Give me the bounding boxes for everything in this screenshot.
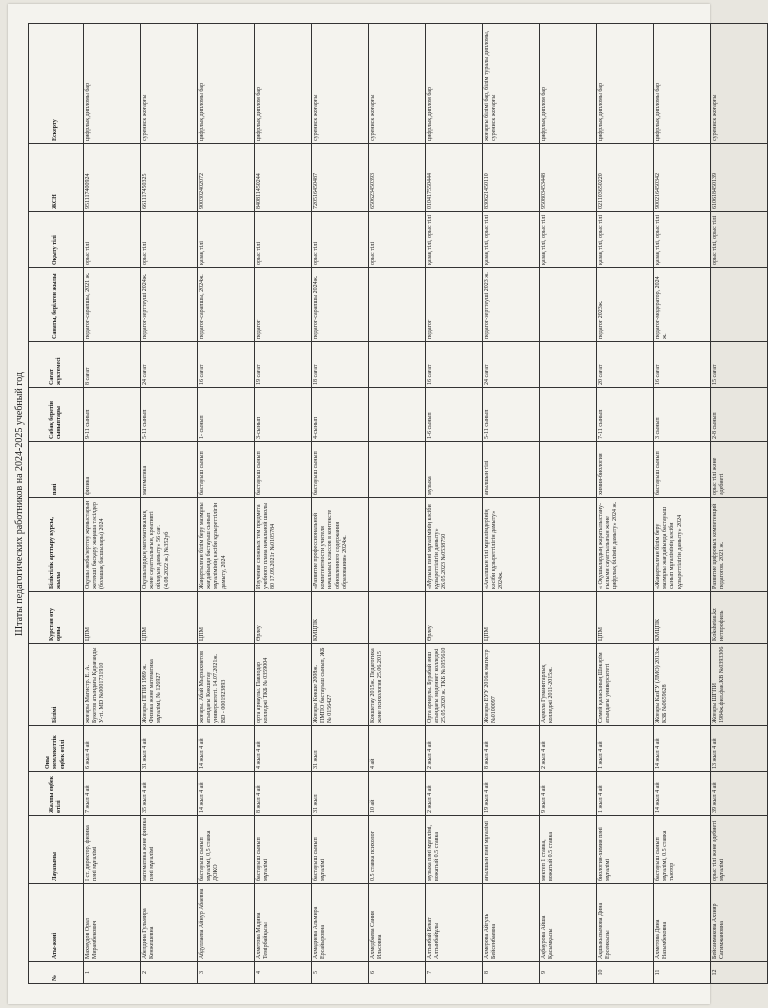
column-header: № — [29, 962, 84, 984]
grades-cell: 9-11 сынып — [84, 388, 141, 442]
staff-position-cell: математика және физика пәні мұғалімі — [141, 816, 198, 884]
row-number-cell: 9 — [540, 962, 597, 984]
row-number-cell: 12 — [711, 962, 768, 984]
note-cell: цифрлық диплом бар — [540, 24, 597, 144]
qualification-course-cell — [369, 498, 426, 592]
qualification-course-cell: «Музыка пәні мұғалімінің кәсіби құзыреттілігін дамыту» 26.05.2023 №0538750 — [426, 498, 483, 592]
row-number-cell: 1 — [84, 962, 141, 984]
total-experience-cell: 14 жыл 4 ай — [654, 772, 711, 816]
teaching-language-cell: орыс тілі — [255, 212, 312, 268]
row-number-cell: 4 — [255, 962, 312, 984]
staff-position-cell: бастауыш сынып мұғалімі — [255, 816, 312, 884]
grades-cell: 1-6 сынып — [426, 388, 483, 442]
row-number-cell: 11 — [654, 962, 711, 984]
teaching-language-cell: орыс тілі — [84, 212, 141, 268]
total-experience-cell: 9 жыл 4 ай — [540, 772, 597, 816]
table-row — [711, 24, 768, 984]
staff-name-cell: Ахмедбаева Сания Ильсовна — [369, 884, 426, 962]
grades-cell: 4-сынып — [312, 388, 369, 442]
table-row — [654, 24, 711, 984]
hours-cell: 18 сағат — [312, 342, 369, 388]
grades-cell: 5-11 сынып — [141, 388, 198, 442]
document-page — [8, 4, 726, 1004]
note-cell: цифрлық дипломы бар — [597, 24, 654, 144]
qualification-course-cell: «Развитие профессиональной компетентности учителя начальных классов в контексте обновленного содержания образования» 2024ж. — [312, 498, 369, 592]
staff-name-cell: Абдуллаева Айнур Абаевна — [198, 884, 255, 962]
staff-name-cell: Ахметова Дина Назымбековна — [654, 884, 711, 962]
table-row — [84, 24, 141, 984]
qualification-course-cell: Жаңартылған білім беру мазмұны жағдайында бастауыш сынып мұғалімінің кәсіби құзыреттілігін дамыту, 2024 — [198, 498, 255, 592]
total-experience-cell: 39 жыл 4 ай — [711, 772, 768, 816]
column-header: Біліктілік арттыру курсы, жылы — [29, 498, 84, 592]
teaching-language-cell: қазақ тілі, орыс тілі — [654, 212, 711, 268]
iin-cell: 010417550444 — [426, 144, 483, 212]
course-place-cell: ЦПМ — [141, 592, 198, 644]
total-experience-cell: 1 жыл 4 ай — [597, 772, 654, 816]
subject-cell: бастауыш сынып — [255, 442, 312, 498]
staff-name-cell: Абелдина Гульмира Кенжешевна — [141, 884, 198, 962]
category-cell: педагог-сарапшы, 2021 ж. — [84, 268, 141, 342]
qualification-course-cell: «Жаңартылған білім беру мазмұны жағдайында бастауыш сынып мұғалімінің кәсіби құзыреттілігін дамыту» 2024 — [654, 498, 711, 592]
staff-name-cell: Ахметова Мадина Темірбайқызы — [255, 884, 312, 962]
rotated-page-content — [8, 4, 726, 1004]
state-experience-cell: 2 жыл 4 ай — [540, 726, 597, 772]
grades-cell: 3 сынып — [654, 388, 711, 442]
teaching-language-cell: қазақ тілі, орыс тілі — [540, 212, 597, 268]
note-cell: сурениск жоғарғы — [369, 24, 426, 144]
course-place-cell: ЦПМ — [198, 592, 255, 644]
subject-cell: бастауыш сынып — [198, 442, 255, 498]
staff-name-cell: Ахмерова Айгуль Бейсенбаевна — [483, 884, 540, 962]
qualification-course-cell: Оқушылардың математикалық және сауаттылығын, креативті ойлауын дамыту» 56 сағ. (4.08.2022 ж.) №352уб — [141, 498, 198, 592]
hours-cell: 16 сағат — [426, 342, 483, 388]
staff-name-cell: Бейсанмакова Ахзияр Сагимжановна — [711, 884, 768, 962]
course-place-cell: ЦПМ — [597, 592, 654, 644]
course-place-cell: Өрлеу — [255, 592, 312, 644]
staff-position-cell: 0.5 ставка психолог — [369, 816, 426, 884]
note-cell: цифрлық дипломы бар — [654, 24, 711, 144]
qualification-course-cell: Развитие цифровых компетенций педагогов. 2021 ж. — [711, 498, 768, 592]
category-cell: педагог 2023ж. — [597, 268, 654, 342]
education-cell: Жоғары Көкше 2008ж. ПМПО бастауыш сынып, ЖБ № 0156427 — [312, 644, 369, 726]
staff-position-cell: бастауыш сынып мұғалімі — [312, 816, 369, 884]
state-experience-cell: 14 жыл 4 ай — [198, 726, 255, 772]
note-cell: цифрлық дипломы бар — [84, 24, 141, 144]
column-header: Оқыту тілі — [29, 212, 84, 268]
state-experience-cell: 31 жыл 4 ай — [141, 726, 198, 772]
teaching-language-cell: орыс тілі — [141, 212, 198, 268]
table-row — [369, 24, 426, 984]
staff-position-cell: бастауыш сынып мұғалімі, 0,5 ставка ДОКО — [198, 816, 255, 884]
category-cell — [711, 268, 768, 342]
education-cell: жоғары Магистр. Е. А. Букетов атындағы Қарағанды У-ті. МD №0001731910 — [84, 644, 141, 726]
teaching-language-cell: орыс тілі, орыс тілі — [711, 212, 768, 268]
note-cell: сурениск жоғарғы — [141, 24, 198, 144]
note-cell: сурениск жоғарғы — [711, 24, 768, 144]
category-cell — [369, 268, 426, 342]
grades-cell: 3-сынып — [255, 388, 312, 442]
grades-cell — [369, 388, 426, 442]
qualification-course-cell: Изучение сложных тем предмета учебного плана начальной школы 80 17.09.2021г №0105784 — [255, 498, 312, 592]
subject-cell: бастауыш сынып — [312, 442, 369, 498]
education-cell: Кокшетау 2015ж. Педагогика және психология 25.06.2015 — [369, 644, 426, 726]
total-experience-cell: 2 жыл 4 ай — [426, 772, 483, 816]
teaching-language-cell: қазақ тілі — [198, 212, 255, 268]
note-cell: сурениск жоғарғы — [312, 24, 369, 144]
total-experience-cell: 14 жыл 4 ай — [198, 772, 255, 816]
note-cell: цифрлық дипломы бар — [198, 24, 255, 144]
grades-cell: 5-11 сынып — [483, 388, 540, 442]
state-experience-cell: 14 жыл 4 ай — [654, 726, 711, 772]
total-experience-cell: 19 жыл 4 ай — [483, 772, 540, 816]
column-header: Лауазымы — [29, 816, 84, 884]
state-experience-cell: 2 жыл 4 ай — [426, 726, 483, 772]
grades-cell — [540, 388, 597, 442]
subject-cell: бастауыш сынып — [654, 442, 711, 498]
iin-cell: 900302402072 — [198, 144, 255, 212]
category-cell: педагог-сарапшы, 2024ж. — [198, 268, 255, 342]
column-header: Сағат жүктемесі — [29, 342, 84, 388]
course-place-cell: ЦПМ — [483, 592, 540, 644]
hours-cell: 24 сағат — [141, 342, 198, 388]
teaching-language-cell: қазақ тілі, орыс тілі — [426, 212, 483, 268]
staff-position-cell: бастауыш сынып мұғалімі, 0.5 ставка тьютор — [654, 816, 711, 884]
table-row — [198, 24, 255, 984]
table-row — [312, 24, 369, 984]
row-number-cell: 7 — [426, 962, 483, 984]
iin-cell: 950803453448 — [540, 144, 597, 212]
column-header: Курстан өту орны — [29, 592, 84, 644]
education-cell: Ақмола Гуманитарлық колледжі 2011-2015ж. — [540, 644, 597, 726]
row-number-cell: 6 — [369, 962, 426, 984]
subject-cell: математика — [141, 442, 198, 498]
table-header — [29, 24, 84, 984]
staff-position-cell: ағылшын пәні мұғалімі — [483, 816, 540, 884]
column-header: Оны мемлекеттік еңбек өтілі — [29, 726, 84, 772]
total-experience-cell: 7 жыл 4 ай — [84, 772, 141, 816]
iin-cell: 610618450139 — [711, 144, 768, 212]
state-experience-cell: 8 жыл 4 ай — [483, 726, 540, 772]
row-number-cell: 2 — [141, 962, 198, 984]
state-experience-cell: 13 жыл 4 ай — [711, 726, 768, 772]
note-cell: жоғарғы білімі бар, білім туралы дипломы, сурениск жоғарғы — [483, 24, 540, 144]
iin-cell: 021103650220 — [597, 144, 654, 212]
staff-position-cell: биология-химия пәні мұғалімі — [597, 816, 654, 884]
iin-cell: 840811450244 — [255, 144, 312, 212]
state-experience-cell: 4 жыл 4 ай — [255, 726, 312, 772]
column-header: Ескерту — [29, 24, 84, 144]
iin-cell: 661117450325 — [141, 144, 198, 212]
column-header: пәні — [29, 442, 84, 498]
category-cell: педагог-зерттеуші 2023 ж. — [483, 268, 540, 342]
education-cell: жоғары. Абай Мырзахметов атындағы Көкшетау университеті. 14.07.2021ж. BD - 0001923893 — [198, 644, 255, 726]
course-place-cell: Kokshetau.kz нетпрофиль — [711, 592, 768, 644]
education-cell: Жоғары ЕУУ 2016ж магистр №0100097 — [483, 644, 540, 726]
iin-cell: 900216450342 — [654, 144, 711, 212]
column-header: Сабақ беретін сыныптары — [29, 388, 84, 442]
category-cell: педагог-зерттеуші 2024ж. — [141, 268, 198, 342]
total-experience-cell: 35 жыл 4 ай — [141, 772, 198, 816]
state-experience-cell: 6 жыл 4 ай — [84, 726, 141, 772]
education-cell: Семей қаласының Шәкәрім атындағы университеті — [597, 644, 654, 726]
staff-name-cell: Ахмадиева Альмира Ерсайыровна — [312, 884, 369, 962]
subject-cell: орыс тілі және әдебиеті — [711, 442, 768, 498]
teaching-language-cell: қазақ тілі, орыс тілі — [597, 212, 654, 268]
course-place-cell: КМЦПК — [654, 592, 711, 644]
grades-cell: 7-11 сынып — [597, 388, 654, 442]
staff-position-cell: I ст. директор, физика пәні мұғалімі — [84, 816, 141, 884]
row-number-cell: 8 — [483, 962, 540, 984]
category-cell: педагог — [426, 268, 483, 342]
category-cell: педагог-модератор, 2024 ж. — [654, 268, 711, 342]
hours-cell — [540, 342, 597, 388]
education-cell: Жоғары ШГПИ 1984ж.фил.фак.КВ №0393306 — [711, 644, 768, 726]
hours-cell: 8 сағат — [84, 342, 141, 388]
staff-position-cell: музыка пәні мұғалімі, вожатый 0.5 ставка — [426, 816, 483, 884]
teaching-language-cell: қазақ тілі, орыс тілі — [483, 212, 540, 268]
qualification-course-cell: Оқушы жоба/зерттеу жұмыстарын жетекші басқару жаңаша тәсілдер (болашақ басшылары) 2024 — [84, 498, 141, 592]
hours-cell — [369, 342, 426, 388]
iin-cell: 720516450487 — [312, 144, 369, 212]
category-cell: педагог — [255, 268, 312, 342]
table-row — [426, 24, 483, 984]
education-cell: Жоғары ПГПИ 1989 ж. Физика және математика мұғалімі, № 126927 — [141, 644, 198, 726]
grades-cell: 1- сынып — [198, 388, 255, 442]
subject-cell: физика — [84, 442, 141, 498]
staff-table — [28, 23, 768, 984]
staff-name-cell: Алтынбай Бекат Алтынбайұлы — [426, 884, 483, 962]
subject-cell: музыка — [426, 442, 483, 498]
hours-cell: 16 сағат — [198, 342, 255, 388]
hours-cell: 20 сағат — [597, 342, 654, 388]
note-cell: цифрлық диплом бар — [255, 24, 312, 144]
course-place-cell: ЦПМ — [84, 592, 141, 644]
course-place-cell: Өрлеу — [426, 592, 483, 644]
staff-position-cell: орыс тілі және әдебиеті мұғалімі — [711, 816, 768, 884]
education-cell: орта арнаулы. Павлодар колледжі ТКБ № 0359004 — [255, 644, 312, 726]
category-cell — [540, 268, 597, 342]
education-cell: Орта арнаулы. Бурабай әнш атындағы мәдениет колледжі 25.05.2020 ж. TKБ №1055610 — [426, 644, 483, 726]
qualification-course-cell — [540, 498, 597, 592]
state-experience-cell: 1 жыл 4 ай — [597, 726, 654, 772]
teaching-language-cell: орыс тілі — [369, 212, 426, 268]
teaching-language-cell: орыс тілі — [312, 212, 369, 268]
staff-name-cell: Махмудов Орал Мирамбекович — [84, 884, 141, 962]
staff-position-cell: мектеп 1 ставка, вожатый 0.5 ставка — [540, 816, 597, 884]
staff-name-cell: Ақбаурова Айша Қасымқызы — [540, 884, 597, 962]
column-header: Білімі — [29, 644, 84, 726]
course-place-cell — [369, 592, 426, 644]
note-cell: цифрлық диплом бар — [426, 24, 483, 144]
course-place-cell — [540, 592, 597, 644]
column-header: Санаты, берілген жылы — [29, 268, 84, 342]
table-row — [483, 24, 540, 984]
state-experience-cell: 4 ай — [369, 726, 426, 772]
table-row — [141, 24, 198, 984]
column-header: Жалпы еңбек өтілі — [29, 772, 84, 816]
hours-cell: 24 сағат — [483, 342, 540, 388]
table-row — [540, 24, 597, 984]
staff-name-cell: Ақшыкызымова Дина Ерсенкызы — [597, 884, 654, 962]
category-cell: педагог-сарапшы 2024ж. — [312, 268, 369, 342]
table-row — [597, 24, 654, 984]
subject-cell: ағылшын тілі — [483, 442, 540, 498]
hours-cell: 19 сағат — [255, 342, 312, 388]
table-body — [84, 24, 768, 984]
education-cell: Жоғары КазГУ (ЛМО) 2013ж. КЗБ №0659628 — [654, 644, 711, 726]
subject-cell — [540, 442, 597, 498]
column-header: ЖСН — [29, 144, 84, 212]
row-number-cell: 3 — [198, 962, 255, 984]
total-experience-cell: 8 жыл 4 ай — [255, 772, 312, 816]
table-row — [255, 24, 312, 984]
total-experience-cell: 10 ай — [369, 772, 426, 816]
hours-cell: 15 сағат — [711, 342, 768, 388]
header-row — [29, 24, 84, 984]
column-header: Аты-жөні — [29, 884, 84, 962]
document-title: Штаты педагогических работников на 2024-2025 учебный год — [14, 372, 25, 636]
grades-cell: 2-8 сынып — [711, 388, 768, 442]
qualification-course-cell: « Оқушылардың жаратылыстану-ғылыми сауаттылығын және цифрлық білімін дамыту» 2024 ж. — [597, 498, 654, 592]
subject-cell: химия-биология — [597, 442, 654, 498]
row-number-cell: 10 — [597, 962, 654, 984]
total-experience-cell: 31 жыл — [312, 772, 369, 816]
iin-cell: 830621450110 — [483, 144, 540, 212]
row-number-cell: 5 — [312, 962, 369, 984]
subject-cell — [369, 442, 426, 498]
iin-cell: 951117400924 — [84, 144, 141, 212]
iin-cell: 650623450393 — [369, 144, 426, 212]
qualification-course-cell: «Ағылшын тілі мұғалімдерінің кәсіби құзыреттілігін дамыту» 2024ж. — [483, 498, 540, 592]
course-place-cell: КМЦПК — [312, 592, 369, 644]
state-experience-cell: 31 жыл — [312, 726, 369, 772]
hours-cell: 16 сағат — [654, 342, 711, 388]
